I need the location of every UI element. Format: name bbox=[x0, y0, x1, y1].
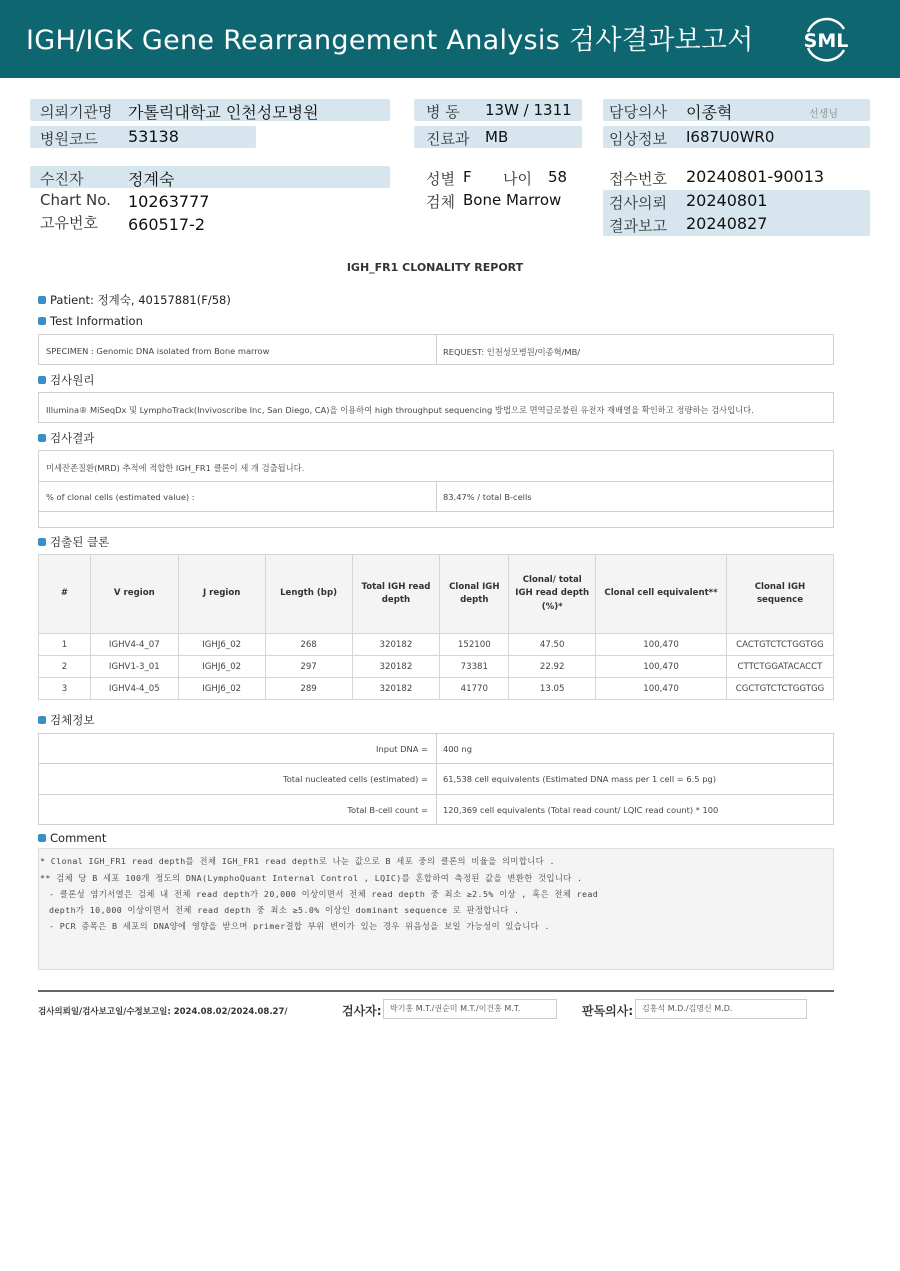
table-cell: 297 bbox=[265, 656, 352, 678]
bullet-icon bbox=[38, 296, 46, 304]
ward-value: 13W / 1311 bbox=[485, 101, 572, 119]
ward-label: 병 동 bbox=[426, 103, 460, 121]
table-cell: 100,470 bbox=[596, 656, 727, 678]
table-cell: 268 bbox=[265, 634, 352, 656]
dept-label: 진료과 bbox=[426, 130, 470, 148]
hospital-code-label: 병원코드 bbox=[40, 130, 98, 148]
table-row bbox=[39, 634, 834, 656]
divider bbox=[436, 481, 437, 511]
table-cell: IGHV4-4_07 bbox=[90, 634, 178, 656]
comment-line: depth가 10,000 이상이면서 전체 read depth 중 최소 ≥5.0% 이상인 dominant sequence 로 판정합니다 . bbox=[49, 905, 520, 915]
clonality-report-title: IGH_FR1 CLONALITY REPORT bbox=[346, 261, 524, 274]
receipt-value: 20240801-90013 bbox=[686, 167, 825, 186]
table-cell: CGCTGTCTCTGGTGG bbox=[726, 678, 833, 700]
patient-row bbox=[30, 166, 390, 188]
dept-value: MB bbox=[485, 128, 509, 146]
doctor-suffix: 선생님 bbox=[809, 109, 838, 120]
principle-heading-text: 검사원리 bbox=[50, 373, 95, 387]
clone-col-header: V region bbox=[90, 555, 178, 634]
divider bbox=[436, 334, 437, 365]
age-value: 58 bbox=[548, 168, 568, 186]
patient-line bbox=[38, 292, 231, 308]
doctor-value: 이종혁 bbox=[686, 103, 733, 122]
age-label: 나이 bbox=[503, 170, 532, 188]
request-cell: REQUEST: 인천성모병원/이종혁/MB/ bbox=[443, 347, 581, 357]
uid-label: 고유번호 bbox=[40, 214, 98, 232]
comment-line: - PCR 증폭은 B 세포의 DNA양에 영향을 받으며 primer결합 부위 변이가 있는 경우 위음성을 보일 가능성이 있습니다 . bbox=[49, 921, 550, 931]
nucleated-cells-value: 61,538 cell equivalents (Estimated DNA mass per 1 cell = 6.5 pg) bbox=[443, 774, 716, 784]
sex-value: F bbox=[463, 168, 472, 186]
clones-heading-text: 검출된 클론 bbox=[50, 535, 110, 549]
test-info-heading-text: Test Information bbox=[50, 314, 143, 328]
b-cell-count-value: 120,369 cell equivalents (Total read count/ LQIC read count) * 100 bbox=[443, 805, 719, 815]
institution-value: 가톨릭대학교 인천성모병원 bbox=[128, 103, 319, 122]
clone-col-header: J region bbox=[178, 555, 265, 634]
result-text: 미세잔존질환(MRD) 추적에 적합한 IGH_FR1 클론이 세 개 검출됩니다. bbox=[46, 463, 305, 473]
sex-label: 성별 bbox=[426, 170, 455, 188]
specimen-cell: SPECIMEN : Genomic DNA isolated from Bone marrow bbox=[46, 346, 270, 356]
clone-col-header: Clonal IGH sequence bbox=[726, 555, 833, 634]
chart-label: Chart No. bbox=[40, 191, 111, 209]
comment-heading-text: Comment bbox=[50, 831, 107, 845]
table-cell: 73381 bbox=[440, 656, 509, 678]
table-cell: IGHJ6_02 bbox=[178, 678, 265, 700]
comment-line: * Clonal IGH_FR1 read depth를 전체 IGH_FR1 read depth로 나눈 값으로 B 세포 중의 클론의 비율을 의미합니다 . bbox=[40, 856, 555, 866]
table-row bbox=[39, 678, 834, 700]
test-info-heading bbox=[38, 314, 143, 328]
table-row bbox=[39, 656, 834, 678]
uid-value: 660517-2 bbox=[128, 215, 206, 234]
clone-col-header: Total IGH read depth bbox=[352, 555, 440, 634]
table-cell: 13.05 bbox=[509, 678, 596, 700]
comment-line: ** 검체 당 B 세포 100개 정도의 DNA(LymphoQuant Internal Control , LQIC)를 혼합하여 측정된 값을 변환한 것입니다 . bbox=[40, 873, 583, 883]
b-cell-count-label: Total B-cell count = bbox=[347, 805, 428, 815]
specimen-info-heading-text: 검체정보 bbox=[50, 713, 95, 727]
input-dna-value: 400 ng bbox=[443, 744, 472, 754]
table-cell: 47.50 bbox=[509, 634, 596, 656]
bullet-icon bbox=[38, 716, 46, 724]
clone-col-header: # bbox=[39, 555, 91, 634]
table-cell: 289 bbox=[265, 678, 352, 700]
sml-logo bbox=[798, 12, 854, 66]
hospital-code-value: 53138 bbox=[128, 127, 179, 146]
report-date-value: 20240827 bbox=[686, 214, 768, 233]
specimen-value: Bone Marrow bbox=[463, 191, 562, 209]
bullet-icon bbox=[38, 538, 46, 546]
divider bbox=[38, 511, 834, 512]
clone-col-header: Clonal cell equivalent** bbox=[596, 555, 727, 634]
clinical-value: I687U0WR0 bbox=[686, 128, 775, 146]
table-cell: 152100 bbox=[440, 634, 509, 656]
divider bbox=[436, 733, 437, 825]
result-heading-text: 검사결과 bbox=[50, 431, 95, 445]
doctor-label: 담당의사 bbox=[609, 103, 667, 121]
bullet-icon bbox=[38, 834, 46, 842]
comment-box bbox=[38, 848, 834, 970]
logo-text: SML bbox=[803, 30, 849, 52]
comment-line: - 클론성 염기서열은 검체 내 전체 read depth가 20,000 이상이면서 전체 read depth 중 최소 ≥2.5% 이상 , 혹은 전체 read bbox=[49, 889, 599, 899]
institution-label: 의뢰기관명 bbox=[40, 103, 113, 121]
table-cell: 2 bbox=[39, 656, 91, 678]
specimen-label: 검체 bbox=[426, 193, 455, 211]
patient-value: 정계숙 bbox=[128, 170, 175, 189]
principle-text: Illumina® MiSeqDx 및 LymphoTrack(Invivoscribe Inc, San Diego, CA)을 이용하여 high throughput sequencing 방법으로 면역글로불린 유전자 재배열을 확인하고 정량하는 검사입니다. bbox=[46, 405, 754, 415]
table-cell: IGHJ6_02 bbox=[178, 656, 265, 678]
reader-value: 김홍석 M.D./김명신 M.D. bbox=[635, 999, 807, 1019]
bullet-icon bbox=[38, 317, 46, 325]
bullet-icon bbox=[38, 434, 46, 442]
clones-table bbox=[38, 554, 834, 700]
table-cell: 320182 bbox=[352, 678, 440, 700]
report-date-label: 결과보고 bbox=[609, 217, 667, 235]
report-title: IGH/IGK Gene Rearrangement Analysis 검사결과보고서 bbox=[26, 25, 754, 56]
clinical-label: 임상정보 bbox=[609, 130, 667, 148]
patient-text: Patient: 정계숙, 40157881(F/58) bbox=[50, 293, 231, 307]
principle-heading bbox=[38, 372, 94, 388]
table-cell: IGHJ6_02 bbox=[178, 634, 265, 656]
table-cell: CTTCTGGATACACCT bbox=[726, 656, 833, 678]
request-date-value: 20240801 bbox=[686, 191, 768, 210]
tester-label: 검사자: bbox=[342, 1004, 382, 1018]
table-cell: 3 bbox=[39, 678, 91, 700]
clone-col-header: Clonal/ total IGH read depth (%)* bbox=[509, 555, 596, 634]
chart-value: 10263777 bbox=[128, 192, 210, 211]
clonal-value: 83.47% / total B-cells bbox=[443, 492, 532, 502]
table-cell: 100,470 bbox=[596, 634, 727, 656]
footer-dates: 검사의뢰일/검사보고일/수정보고일: 2024.08.02/2024.08.27/ bbox=[38, 1007, 288, 1017]
clones-heading bbox=[38, 534, 109, 550]
request-date-label: 검사의뢰 bbox=[609, 194, 667, 212]
receipt-label: 접수번호 bbox=[609, 170, 667, 188]
clone-col-header: Clonal IGH depth bbox=[440, 555, 509, 634]
clonal-label: % of clonal cells (estimated value) : bbox=[46, 492, 195, 502]
bullet-icon bbox=[38, 376, 46, 384]
table-cell: IGHV4-4_05 bbox=[90, 678, 178, 700]
footer-rule bbox=[38, 990, 834, 992]
nucleated-cells-label: Total nucleated cells (estimated) = bbox=[283, 774, 428, 784]
table-cell: 320182 bbox=[352, 656, 440, 678]
table-cell: 100,470 bbox=[596, 678, 727, 700]
patient-label: 수진자 bbox=[40, 170, 84, 188]
comment-heading bbox=[38, 831, 106, 845]
table-cell: IGHV1-3_01 bbox=[90, 656, 178, 678]
result-heading bbox=[38, 430, 94, 446]
input-dna-label: Input DNA = bbox=[376, 744, 428, 754]
tester-value: 박기홍 M.T./권순미 M.T./이건홍 M.T. bbox=[383, 999, 557, 1019]
reader-label: 판독의사: bbox=[582, 1004, 634, 1018]
table-cell: 41770 bbox=[440, 678, 509, 700]
specimen-info-heading bbox=[38, 712, 94, 728]
table-cell: 320182 bbox=[352, 634, 440, 656]
table-cell: 22.92 bbox=[509, 656, 596, 678]
table-cell: CACTGTCTCTGGTGG bbox=[726, 634, 833, 656]
clone-col-header: Length (bp) bbox=[265, 555, 352, 634]
table-cell: 1 bbox=[39, 634, 91, 656]
